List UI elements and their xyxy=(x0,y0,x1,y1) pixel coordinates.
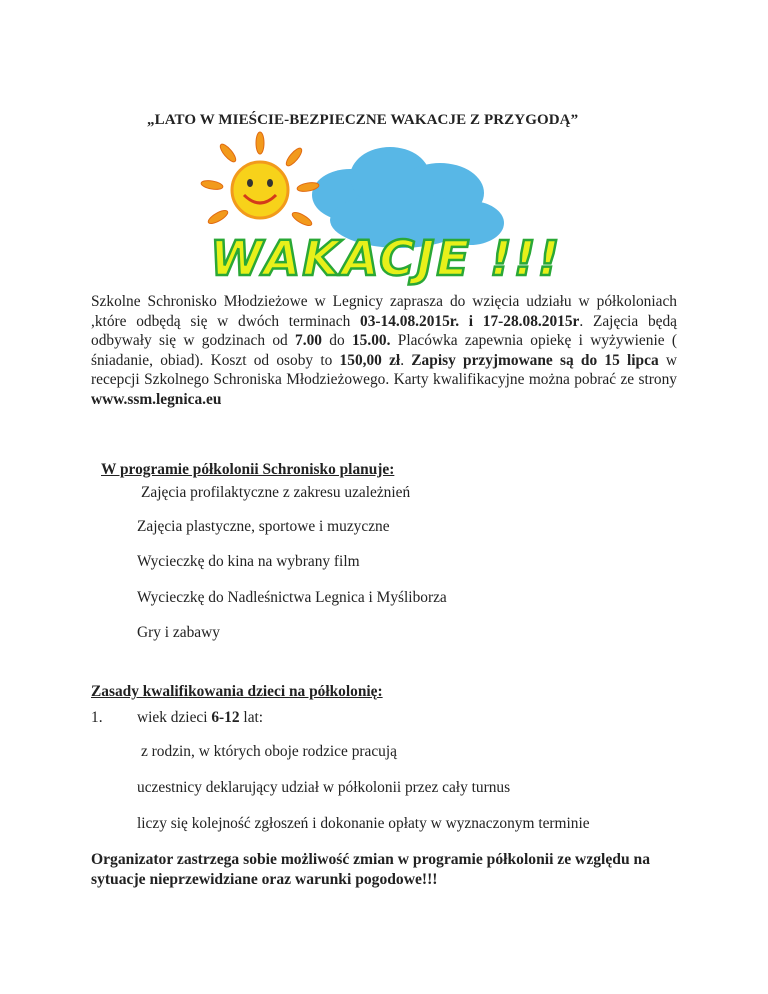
program-item: Wycieczkę do kina na wybrany film xyxy=(137,553,360,570)
price-text: 150,00 zł xyxy=(339,351,401,369)
program-item: Zajęcia profilaktyczne z zakresu uzależnień xyxy=(141,484,411,501)
rules-number: 1. xyxy=(91,709,103,726)
program-item: Zajęcia plastyczne, sportowe i muzyczne xyxy=(137,518,390,535)
sun-face xyxy=(232,162,288,218)
dates-text: 03-14.08.2015r. i 17-28.08.2015r xyxy=(360,312,580,330)
age-requirement: wiek dzieci 6-12 lat: xyxy=(137,709,264,726)
program-heading: W programie półkolonii Schronisko planuje: xyxy=(101,461,395,478)
program-item: Wycieczkę do Nadleśnictwa Legnica i Myśliborza xyxy=(137,589,447,606)
website-link[interactable]: www.ssm.legnica.eu xyxy=(91,390,222,408)
rule-item: uczestnicy deklarujący udział w półkolonii przez cały turnus xyxy=(137,779,511,796)
logo-text: WAKACJE !!! xyxy=(210,231,562,287)
closing-note: Organizator zastrzega sobie możliwość zmian w programie półkolonii ze względu na sytuacje nieprzewidziane oraz warunki pogodowe!!! xyxy=(91,851,650,888)
rules-heading: Zasady kwalifikowania dzieci na półkolonię: xyxy=(91,683,383,700)
wakacje-logo xyxy=(200,135,562,287)
document-title: „LATO W MIEŚCIE-BEZPIECZNE WAKACJE Z PRZYGODĄ” xyxy=(147,112,579,128)
deadline-text: Zapisy przyjmowane są do 15 lipca xyxy=(411,351,659,369)
program-item: Gry i zabawy xyxy=(137,624,220,641)
intro-paragraph: Szkolne Schronisko Młodzieżowe w Legnicy zaprasza do wzięcia udziału w półkoloniach ,które odbędą się w dwóch terminach 03-14.08.2015r. i 17-28.08.2015r. Zajęcia będą odbywały się w godzinach od 7.00 do 15.00. Placówka zapewnia opiekę i wyżywienie ( śniadanie, obiad). Koszt od osoby to 150,00 zł. Zapisy przyjmowane są do 15 lipca w recepcji Szkolnego Schroniska Młodzieżowego. Karty kwalifikacyjne można pobrać ze strony www.ssm.legnica.eu xyxy=(91,293,677,408)
rule-item: liczy się kolejność zgłoszeń i dokonanie opłaty w wyznaczonym terminie xyxy=(137,815,590,832)
rule-item: z rodzin, w których oboje rodzice pracują xyxy=(141,743,397,760)
